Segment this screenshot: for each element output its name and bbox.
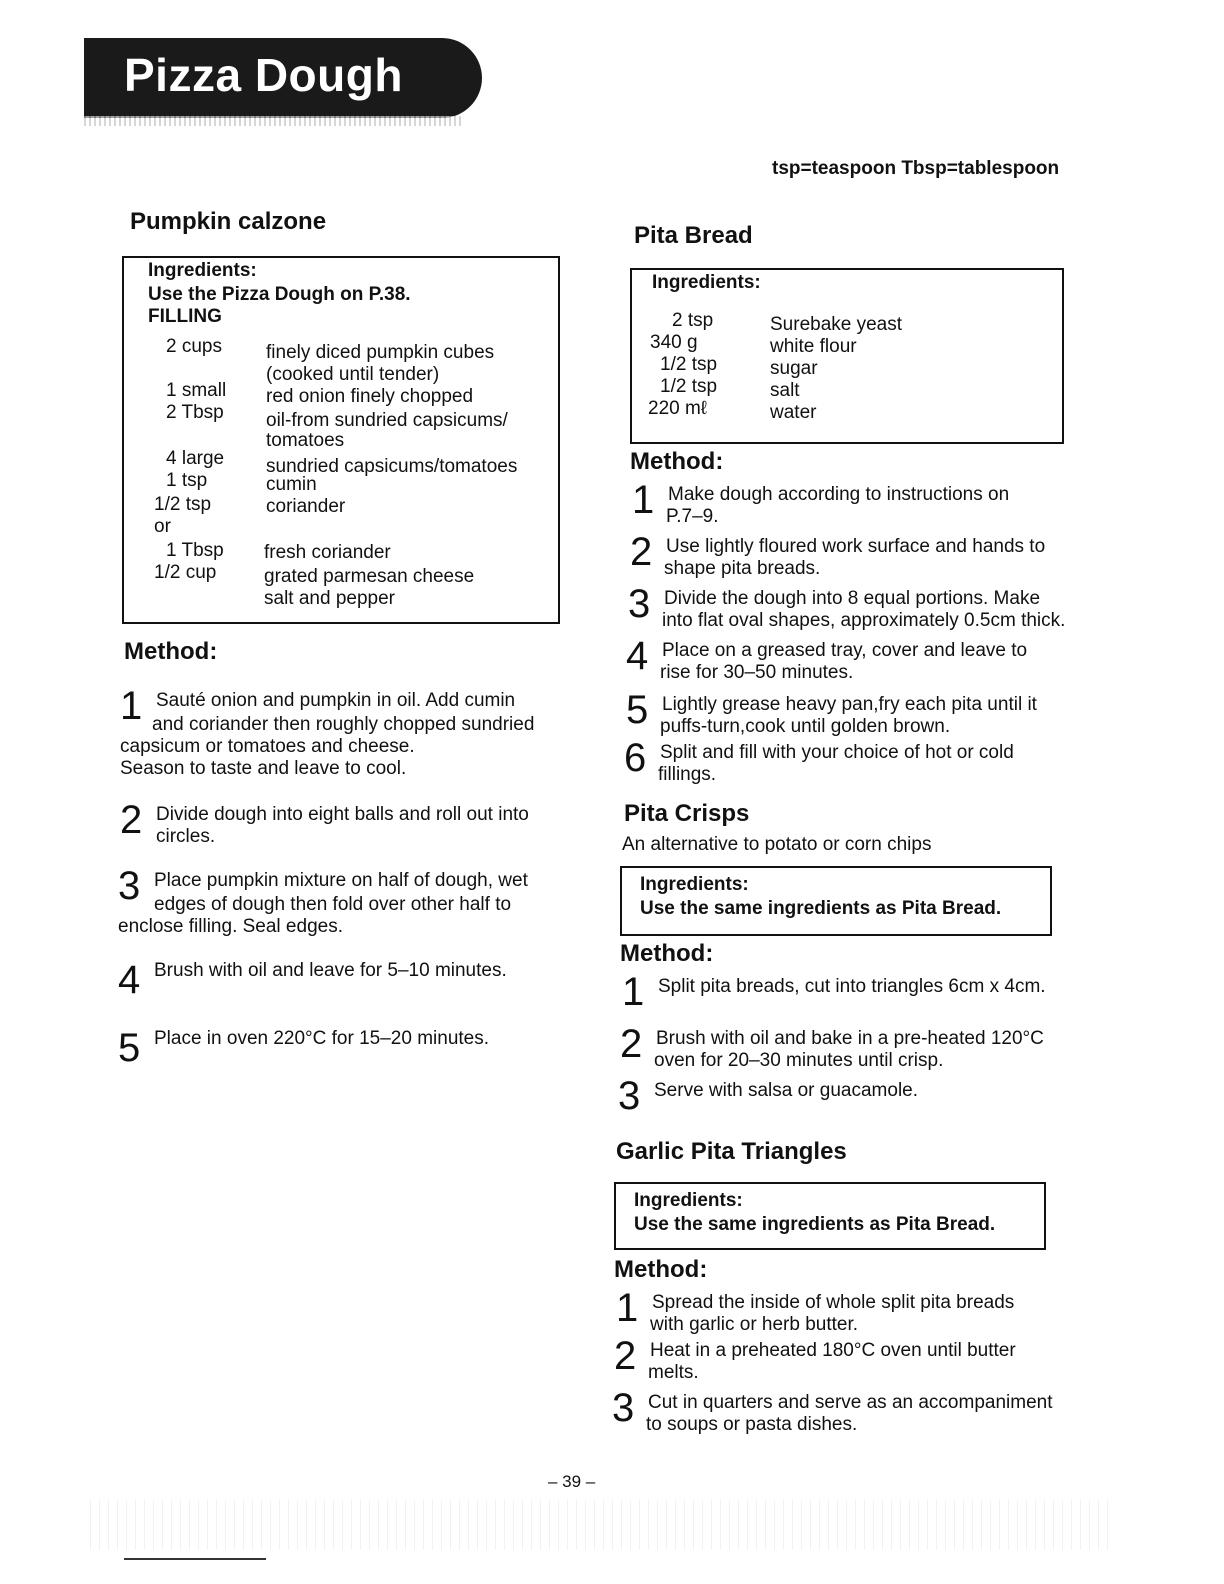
step-number: 4 (626, 634, 649, 678)
pita-method-label: Method: (630, 448, 724, 475)
abbreviations-note: tsp=teaspoon Tbsp=tablespoon (772, 158, 1060, 179)
step-text: Use lightly floured work surface and hands to (666, 536, 1046, 557)
calzone-item: fresh coriander (264, 542, 391, 563)
calzone-item: (cooked until tender) (266, 364, 440, 385)
crisps-subtitle: An alternative to potato or corn chips (622, 834, 932, 855)
step-text: melts. (648, 1362, 699, 1383)
step-text: puffs-turn,cook until golden brown. (660, 716, 951, 737)
step-text: Lightly grease heavy pan,fry each pita until it (662, 694, 1037, 715)
pita-item: water (770, 402, 817, 423)
garlic-method-label: Method: (614, 1256, 708, 1283)
calzone-qty: or (154, 516, 171, 537)
step-number: 1 (616, 1286, 639, 1330)
calzone-title: Pumpkin calzone (130, 208, 327, 235)
calzone-item: sundried capsicums/tomatoes (266, 456, 518, 477)
pita-qty: 220 mℓ (648, 398, 707, 419)
step-text: Sauté onion and pumpkin in oil. Add cumin (156, 690, 516, 711)
step-text: Split and fill with your choice of hot or cold (660, 742, 1014, 763)
calzone-item: finely diced pumpkin cubes (266, 342, 495, 363)
step-number: 6 (624, 736, 647, 780)
step-number: 3 (628, 582, 651, 626)
step-text: shape pita breads. (664, 558, 821, 579)
step-text: Place pumpkin mixture on half of dough, wet (154, 870, 528, 891)
step-number: 2 (620, 1022, 643, 1066)
step-text: P.7–9. (666, 506, 719, 527)
step-text: into flat oval shapes, approximately 0.5cm thick. (662, 610, 1066, 631)
step-text: capsicum or tomatoes and cheese. (120, 736, 415, 757)
calzone-qty: 1/2 cup (154, 562, 217, 583)
step-number: 3 (612, 1386, 635, 1430)
step-number: 1 (622, 970, 645, 1014)
calzone-qty: 1/2 tsp (154, 494, 212, 515)
step-text: with garlic or herb butter. (650, 1314, 859, 1335)
pita-ingredients-label: Ingredients: (652, 272, 761, 293)
step-text: Season to taste and leave to cool. (120, 758, 407, 779)
pita-item: salt (770, 380, 800, 401)
step-text: and coriander then roughly chopped sundried (152, 714, 535, 735)
calzone-qty: 2 cups (166, 336, 222, 357)
calzone-item: salt and pepper (264, 588, 395, 609)
pita-qty: 1/2 tsp (660, 354, 718, 375)
pita-qty: 1/2 tsp (660, 376, 718, 397)
crisps-same-ingredients: Use the same ingredients as Pita Bread. (640, 898, 1002, 919)
calzone-item: cumin (266, 474, 317, 495)
step-text: Heat in a preheated 180°C oven until butter (650, 1340, 1016, 1361)
step-text: enclose filling. Seal edges. (118, 916, 343, 937)
calzone-qty: 1 small (166, 380, 227, 401)
pita-ingredients-box (630, 268, 1064, 444)
step-text: Brush with oil and leave for 5–10 minutes. (154, 960, 507, 981)
calzone-qty: 2 Tbsp (166, 402, 224, 423)
step-number: 5 (626, 688, 649, 732)
step-text: Make dough according to instructions on (668, 484, 1010, 505)
step-text: Spread the inside of whole split pita breads (652, 1292, 1015, 1313)
page-number: – 39 – (548, 1472, 596, 1491)
crisps-ingredients-box (620, 866, 1052, 936)
step-text: Split pita breads, cut into triangles 6cm x 4cm. (658, 976, 1046, 997)
bottom-rule (124, 1558, 266, 1560)
calzone-qty: 1 tsp (166, 470, 208, 491)
calzone-qty: 4 large (166, 448, 225, 469)
pita-item: sugar (770, 358, 818, 379)
step-number: 2 (630, 530, 653, 574)
crisps-title: Pita Crisps (624, 800, 750, 827)
pita-item: Surebake yeast (770, 314, 903, 335)
step-text: circles. (156, 826, 216, 847)
scan-noise (90, 1500, 1110, 1550)
step-text: Serve with salsa or guacamole. (654, 1080, 919, 1101)
pita-qty: 340 g (650, 332, 698, 353)
calzone-item: oil-from sundried capsicums/ (266, 410, 508, 431)
garlic-title: Garlic Pita Triangles (616, 1138, 847, 1165)
crisps-ingredients-label: Ingredients: (640, 874, 749, 895)
step-text: fillings. (658, 764, 717, 785)
calzone-ingredients-box (122, 256, 560, 624)
calzone-item: grated parmesan cheese (264, 566, 475, 587)
step-number: 5 (118, 1026, 141, 1070)
step-text: Place on a greased tray, cover and leave to (662, 640, 1028, 661)
banner-scan-edge (84, 116, 464, 126)
step-number: 4 (118, 958, 141, 1002)
step-text: Brush with oil and bake in a pre-heated 120°C (656, 1028, 1044, 1049)
step-text: to soups or pasta dishes. (646, 1414, 858, 1435)
calzone-filling-label: FILLING (148, 306, 222, 327)
garlic-same-ingredients: Use the same ingredients as Pita Bread. (634, 1214, 996, 1235)
calzone-item: tomatoes (266, 430, 345, 451)
step-number: 1 (632, 478, 655, 522)
calzone-ingredients-label: Ingredients: (148, 260, 257, 281)
page-title: Pizza Dough (124, 49, 403, 101)
step-text: Divide dough into eight balls and roll out into (156, 804, 529, 825)
step-text: Cut in quarters and serve as an accompaniment (648, 1392, 1053, 1413)
step-text: rise for 30–50 minutes. (660, 662, 854, 683)
calzone-item: red onion finely chopped (266, 386, 474, 407)
step-number: 3 (618, 1074, 641, 1118)
pita-item: white flour (770, 336, 857, 357)
calzone-qty: 1 Tbsp (166, 540, 224, 561)
step-number: 3 (118, 864, 141, 908)
step-number: 1 (120, 684, 143, 728)
calzone-item: coriander (266, 496, 346, 517)
step-number: 2 (614, 1334, 637, 1378)
garlic-ingredients-box (614, 1182, 1046, 1250)
garlic-ingredients-label: Ingredients: (634, 1190, 743, 1211)
step-text: Divide the dough into 8 equal portions. Make (664, 588, 1041, 609)
step-text: oven for 20–30 minutes until crisp. (654, 1050, 944, 1071)
pita-qty: 2 tsp (672, 310, 714, 331)
crisps-method-label: Method: (620, 940, 714, 967)
pita-title: Pita Bread (634, 222, 753, 249)
calzone-method-label: Method: (124, 638, 218, 665)
step-number: 2 (120, 798, 143, 842)
title-banner (84, 38, 482, 118)
step-text: edges of dough then fold over other half to (154, 894, 512, 915)
step-text: Place in oven 220°C for 15–20 minutes. (154, 1028, 490, 1049)
calzone-use-dough: Use the Pizza Dough on P.38. (148, 284, 411, 305)
